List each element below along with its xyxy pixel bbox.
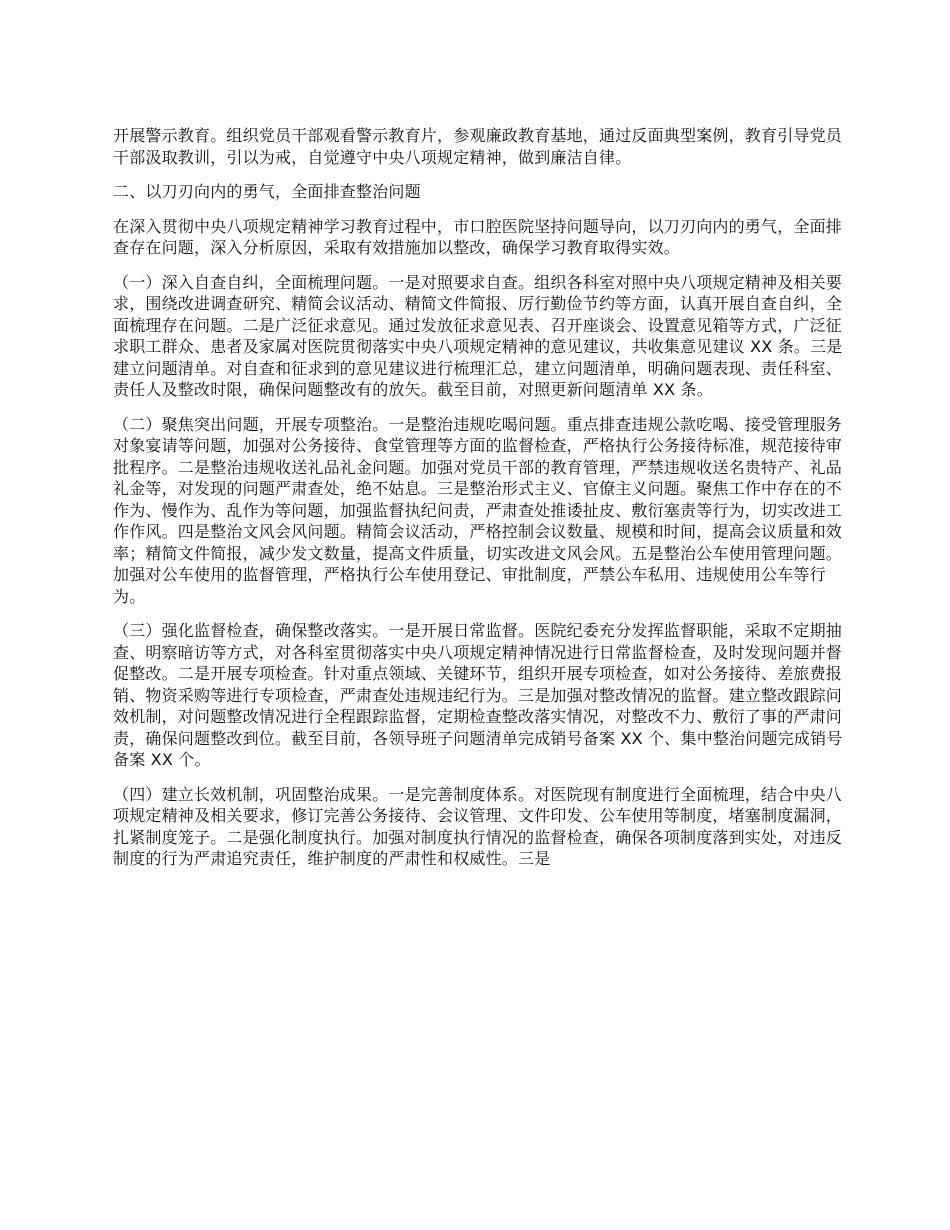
- paragraph-warning-education: 开展警示教育。组织党员干部观看警示教育片，参观廉政教育基地，通过反面典型案例，教育引导党员干部汲取教训，引以为戒，自觉遵守中央八项规定精神，做到廉洁自律。: [113, 126, 843, 167]
- paragraph-self-inspection: （一）深入自查自纠，全面梳理问题。一是对照要求自查。组织各科室对照中央八项规定精神及相关要求，围绕改进调查研究、精简会议活动、精简文件简报、厉行勤俭节约等方面，认真开展自查自纠，全面梳理存在问题。二是广泛征求意见。通过发放征求意见表、召开座谈会、设置意见箱等方式，广泛征求职工群众、患者及家属对医院贯彻落实中央八项规定精神的意见建议，共收集意见建议 XX 条。三是建立问题清单。对自查和征求到的意见建议进行梳理汇总，建立问题清单，明确问题表现、责任科室、责任人及整改时限，确保问题整改有的放矢。截至目前，对照更新问题清单 XX 条。: [113, 272, 843, 399]
- paragraph-supervision: （三）强化监督检查，确保整改落实。一是开展日常监督。医院纪委充分发挥监督职能，采取不定期抽查、明察暗访等方式，对各科室贯彻落实中央八项规定精神情况进行日常监督检查，及时发现问题并督促整改。二是开展专项检查。针对重点领域、关键环节，组织开展专项检查，如对公务接待、差旅费报销、物资采购等进行专项检查，严肃查处违规违纪行为。三是加强对整改情况的监督。建立整改跟踪问效机制，对问题整改情况进行全程跟踪监督，定期检查整改落实情况，对整改不力、敷衍了事的严肃问责，确保问题整改到位。截至目前，各领导班子问题清单完成销号备案 XX 个、集中整治问题完成销号备案 XX 个。: [113, 621, 843, 769]
- document-page: [113, 125, 858, 883]
- paragraph-long-term-mechanism: （四）建立长效机制，巩固整治成果。一是完善制度体系。对医院现有制度进行全面梳理，结合中央八项规定精神及相关要求，修订完善公务接待、会议管理、文件印发、公车使用等制度，堵塞制度漏洞，扎紧制度笼子。二是强化制度执行。加强对制度执行情况的监督检查，确保各项制度落到实处，对违反制度的行为严肃追究责任，维护制度的严肃性和权威性。三是: [113, 784, 843, 868]
- paragraph-section-intro: 在深入贯彻中央八项规定精神学习教育过程中，市口腔医院坚持问题导向，以刀刃向内的勇气，全面排查存在问题，深入分析原因，采取有效措施加以整改，确保学习教育取得实效。: [113, 216, 843, 257]
- paragraph-special-rectification: （二）聚焦突出问题，开展专项整治。一是整治违规吃喝问题。重点排查违规公款吃喝、接受管理服务对象宴请等问题，加强对公务接待、食堂管理等方面的监督检查，严格执行公务接待标准，规范接待审批程序。二是整治违规收送礼品礼金问题。加强对党员干部的教育管理，严禁违规收送名贵特产、礼品礼金等，对发现的问题严肃查处，绝不姑息。三是整治形式主义、官僚主义问题。聚焦工作中存在的不作为、慢作为、乱作为等问题，加强监督执纪问责，严肃查处推诿扯皮、敷衍塞责等行为，切实改进工作作风。四是整治文风会风问题。精简会议活动，严格控制会议数量、规模和时间，提高会议质量和效率；精简文件简报，减少发文数量，提高文件质量，切实改进文风会风。五是整治公车使用管理问题。加强对公车使用的监督管理，严格执行公车使用登记、审批制度，严禁公车私用、违规使用公车等行为。: [113, 414, 843, 606]
- section-heading-two: 二、以刀刃向内的勇气，全面排查整治问题: [113, 182, 421, 201]
